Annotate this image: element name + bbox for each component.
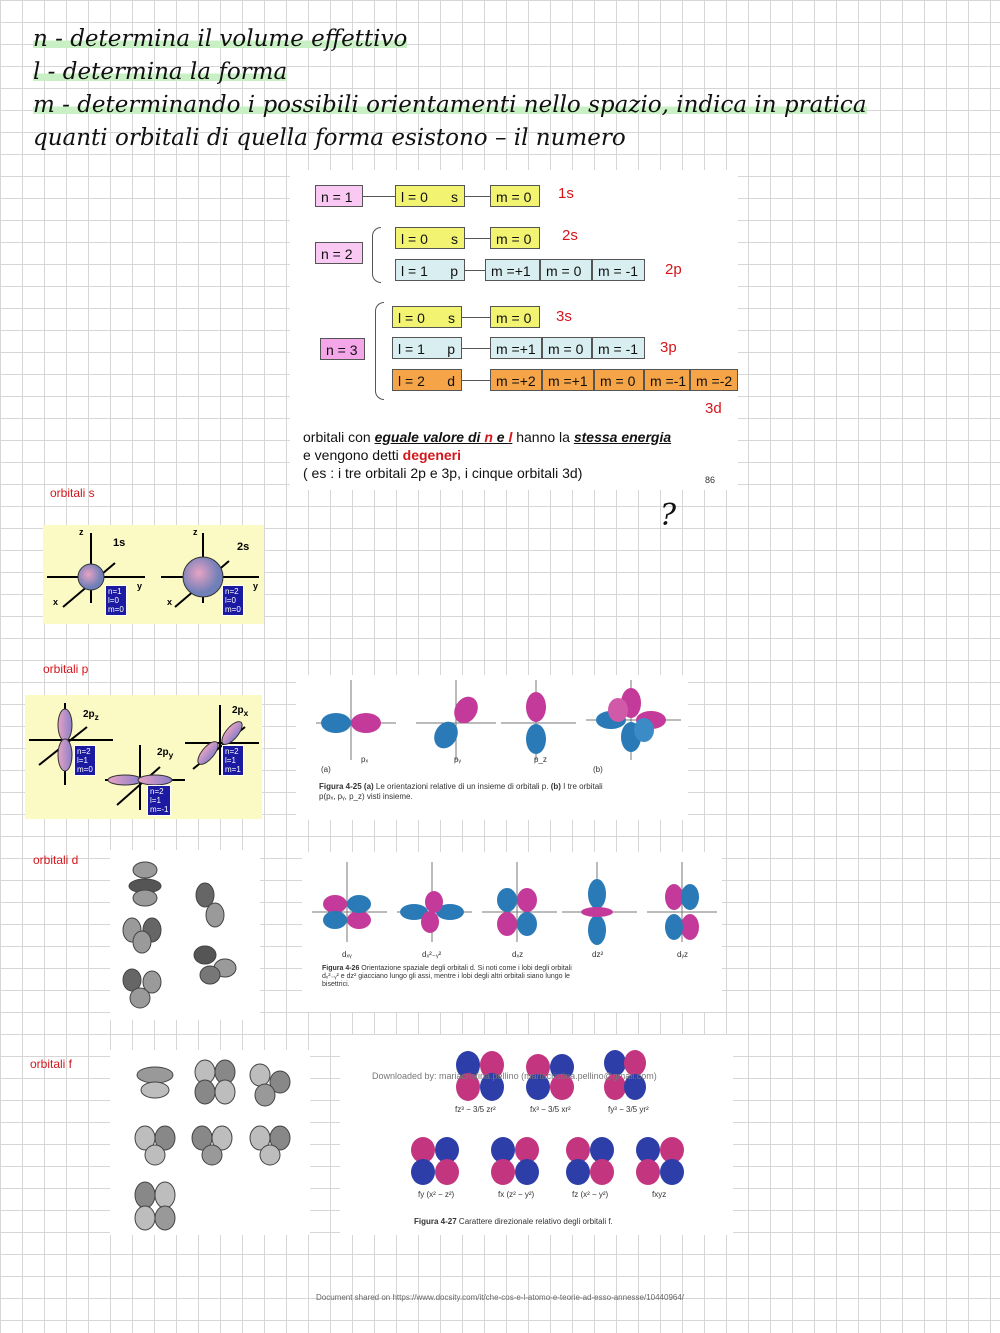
pz-info-box: n=2 l=1 m=0 (74, 745, 96, 776)
l1-box-3: l = 1 p (392, 337, 462, 359)
fig427-label-7: fxyz (652, 1190, 667, 1199)
f-orbitals-row2 (411, 1137, 684, 1185)
mm1-box-3: m = -1 (592, 337, 645, 359)
s1-axes (47, 533, 145, 607)
d-orbitals-grayscale-figure (110, 850, 260, 1020)
fig425-label-px: pₓ (361, 755, 369, 764)
s2-info-box: n=2 l=0 m=0 (222, 585, 244, 616)
degenerate-text: orbitali con eguale valore di n e l hanno la stessa energia e vengono detti degeneri ( es : i tre orbitali 2p e 3p, i cinque orbitali 3d) (303, 429, 672, 481)
m0-box-3p: m = 0 (542, 337, 592, 359)
n1-box: n = 1 (315, 185, 363, 207)
py-info-box: n=2 l=1 m=-1 (147, 785, 171, 816)
fig426-label-2: dₓ²₋ᵧ² (422, 950, 442, 959)
s2-label: 2s (237, 541, 250, 553)
section-label-p: orbitali p (43, 662, 89, 676)
mp1-box-2: m =+1 (485, 259, 540, 281)
s1-x-axis-label: x (53, 597, 59, 607)
d-orbital-x2y2 (397, 862, 472, 942)
fig427-label-5: fx (z² − y²) (498, 1190, 535, 1199)
quantum-numbers-diagram (290, 170, 738, 490)
fig425-b: (b) (593, 765, 603, 774)
l0-box-1: l = 0 s (395, 185, 465, 207)
fig425-label-py: pᵧ (454, 755, 462, 764)
d-orbital-z2 (562, 862, 637, 945)
s2-z-axis-label: z (193, 527, 198, 537)
m0-box-3: m = 0 (490, 306, 540, 328)
s1-label: 1s (113, 537, 126, 549)
section-label-d: orbitali d (33, 853, 79, 867)
m0-box-2p: m = 0 (540, 259, 592, 281)
figure-4-26 (302, 852, 722, 1012)
p-lobes-combined (586, 680, 681, 760)
fig427-label-1: fz³ − 3/5 zr² (455, 1105, 496, 1114)
fig426-label-1: dₓᵧ (342, 950, 352, 959)
fig427-label-4: fy (x² − z²) (418, 1190, 455, 1199)
p-lobes-z (501, 680, 576, 760)
fig425-caption: Figura 4-25 (a) Le orientazioni relative di un insieme di orbitali p. (b) I tre orbitali p(pₓ, pᵧ, p_z) visti insieme. (319, 782, 603, 801)
m0-box-3d: m = 0 (594, 369, 644, 391)
m0-box-1: m = 0 (490, 185, 540, 207)
download-watermark: Downloaded by: mariacristina.pellino (mariacristina.pellino@gmail.com) (372, 1071, 657, 1081)
s1-info-box: n=1 l=0 m=0 (105, 585, 127, 616)
fig427-label-2: fx³ − 3/5 xr² (530, 1105, 571, 1114)
section-label-f: orbitali f (30, 1057, 73, 1071)
mp1-box-3d: m =+1 (542, 369, 594, 391)
orbital-1s-label: 1s (558, 185, 574, 202)
note-line-l: l - determina la forma (33, 59, 288, 85)
m0-box-2: m = 0 (490, 227, 540, 249)
mm2-box: m =-2 (690, 369, 738, 391)
orbital-2s-label: 2s (562, 227, 578, 244)
note-line-m2: quanti orbitali di quella forma esistono – il numero (33, 125, 626, 151)
fig426-caption: Figura 4-26 Orientazione spaziale degli orbitali d. Si noti come i lobi degli orbitali dₓ²₋ᵧ² e dz² giacciano lungo gli assi, mentre i lobi degli altri orbitali siano lungo le bisettrici. (322, 965, 572, 988)
fig426-label-5: dᵧz (677, 950, 689, 959)
l0-box-3: l = 0 s (392, 306, 462, 328)
mp1-box-3: m =+1 (490, 337, 542, 359)
f-orbitals-grayscale-figure (110, 1050, 310, 1235)
figure-4-27 (340, 1035, 733, 1235)
d-orbital-xy (312, 862, 387, 942)
s1-z-axis-label: z (79, 527, 84, 537)
orbital-3s-label: 3s (556, 308, 572, 325)
p-orbitals-figure (25, 695, 262, 819)
fig425-label-pz: p_z (534, 755, 547, 764)
page-number: 86 (705, 475, 716, 485)
figure-4-25 (296, 675, 688, 820)
fig427-label-3: fy³ − 3/5 yr² (608, 1105, 649, 1114)
px-label: $2p_x$ (232, 705, 249, 718)
p-lobes-x (316, 680, 396, 760)
mm1-box-3d: m =-1 (644, 369, 690, 391)
note-line-n: n - determina il volume effettivo (33, 26, 408, 52)
py-label: $2p_y$ (157, 747, 174, 760)
l2-box-3: l = 2 d (392, 369, 462, 391)
question-mark: ? (660, 498, 677, 533)
px-info-box: n=2 l=1 m=1 (222, 745, 244, 776)
section-label-s: orbitali s (50, 486, 95, 500)
s2-x-axis-label: x (167, 597, 173, 607)
pz-orbital (29, 703, 113, 785)
fig426-label-3: dₓz (512, 950, 524, 959)
orbital-2p-label: 2p (665, 261, 682, 278)
l0-box-2: l = 0 s (395, 227, 465, 249)
d-orbital-yz (647, 862, 717, 942)
fig426-label-4: dz² (592, 950, 604, 959)
note-line-m: m - determinando i possibili orientamenti nello spazio, indica in pratica (33, 92, 867, 118)
pz-label: $2p_z$ (83, 709, 99, 722)
fig427-label-6: fz (x² − y²) (572, 1190, 609, 1199)
d-orbital-xz (482, 862, 557, 942)
orbital-3d-label: 3d (705, 400, 722, 417)
mm1-box-2: m = -1 (592, 259, 645, 281)
p-lobes-y (416, 680, 496, 760)
l1-box-2: l = 1 p (395, 259, 465, 281)
fig427-caption: Figura 4-27 Carattere direzionale relativo degli orbitali f. (414, 1217, 613, 1226)
s-orbitals-figure (43, 525, 264, 624)
n3-box: n = 3 (320, 338, 365, 360)
footer-source: Document shared on https://www.docsity.com/it/che-cos-e-l-atomo-e-teorie-ad-esso-annesse/10440964/ (315, 1293, 685, 1302)
mp2-box: m =+2 (490, 369, 542, 391)
s2-y-axis-label: y (253, 581, 259, 591)
n2-box: n = 2 (315, 242, 363, 264)
s1-y-axis-label: y (137, 581, 143, 591)
fig425-a: (a) (321, 765, 331, 774)
orbital-3p-label: 3p (660, 339, 677, 356)
